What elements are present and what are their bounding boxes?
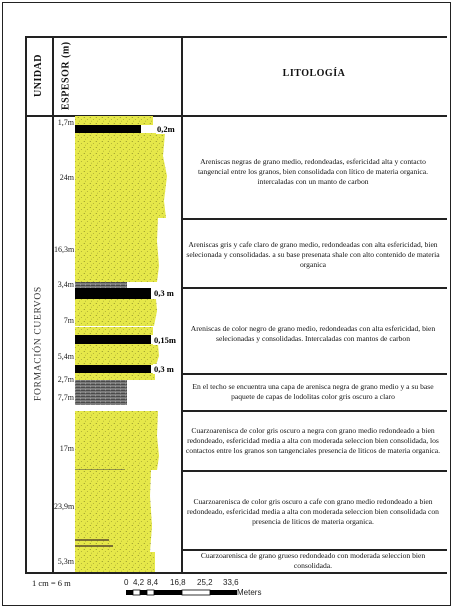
layer-sandstone-5b — [75, 344, 159, 365]
scale-ratio: 1 cm = 6 m — [32, 578, 71, 588]
layer-sandstone-7 — [75, 411, 159, 470]
layer-coal-1 — [75, 125, 141, 133]
scale-tick-label: 8,4 — [147, 578, 159, 587]
layer-sandstone-6 — [75, 373, 155, 380]
divider-lithology — [181, 36, 183, 574]
thickness-label: 1,7m — [57, 118, 74, 127]
layer-coal-3 — [75, 335, 151, 344]
coal-thickness-label: 0,3 m — [154, 288, 174, 298]
thickness-label: 17m — [59, 444, 74, 453]
layer-sandstone-1 — [75, 116, 153, 125]
layer-coal-4 — [75, 365, 151, 373]
thickness-label: 24m — [59, 173, 74, 182]
lithology-description: Cuarzoarenisca de color gris oscuro a cafe con grano medio redondeado a bien redondeado, esfericidad media a alta con moderada seleccion bien consolidada con presencia de liticos de materia organica. — [187, 497, 439, 526]
coal-thickness-label: 0,15m — [154, 335, 176, 345]
desc-separator — [181, 373, 447, 375]
layer-coal-2 — [75, 288, 151, 299]
layer-sandstone-4 — [75, 299, 157, 326]
header-espesor: ESPESOR (m) — [60, 41, 72, 111]
scale-bar — [126, 589, 238, 597]
coal-thickness-label: 0,2m — [157, 124, 175, 134]
thickness-label: 23,9m — [54, 502, 75, 511]
lithology-description: Areniscas gris y cafe claro de grano medio, redondeadas con alta esfericidad, bien selecionada y consolidadas. a su base presenata shale con alto contenido de materia organica — [186, 240, 440, 269]
desc-separator — [181, 218, 447, 220]
thickness-label: 3,4m — [57, 280, 74, 289]
thickness-label: 7m — [63, 316, 74, 325]
scale-unit: Meters — [237, 588, 262, 597]
thickness-label: 2,7m — [57, 375, 74, 384]
scale-tick-label: 25,2 — [197, 578, 213, 587]
lithology-description: En el techo se encuentra una capa de arenisca negra de grano medio y a su base paquete de capas de lodolitas color gris oscuro a claro — [192, 382, 434, 401]
thickness-label: 5,3m — [57, 557, 74, 566]
layer-sandstone-9 — [75, 552, 155, 572]
lithology-description: Cuarzoarenisca de color gris oscuro a negra con grano medio redondeado a bien redondeado, esfericidad media a alta con moderada seleccion bien consolidada, los contactos entre los granos son tangenciales presencia de liticos de materia organica. — [185, 426, 441, 455]
desc-separator — [181, 410, 447, 412]
coal-thickness-label: 0,3 m — [154, 364, 174, 374]
desc-separator — [181, 287, 447, 289]
scale-tick-label: 33,6 — [223, 578, 239, 587]
layer-shale-2 — [75, 380, 127, 405]
header-litologia: LITOLOGÍA — [282, 68, 346, 79]
lithology-description: Cuarzoarenisca de grano grueso redondeado con moderada seleccion bien consolidada. — [200, 551, 426, 570]
layer-sandstone-2 — [75, 133, 167, 218]
scale-tick-label: 16,8 — [170, 578, 186, 587]
header-unidad: UNIDAD — [33, 54, 44, 98]
column-bottom-line — [25, 572, 447, 574]
thickness-label: 16,3m — [54, 245, 75, 254]
unit-name: FORMACIÓN CUERVOS — [33, 286, 44, 402]
scale-tick-label: 0 — [124, 578, 129, 587]
desc-separator — [181, 470, 447, 472]
thickness-label: 7,7m — [57, 393, 74, 402]
lithology-description: Areniscas negras de grano medio, redondeadas, esfericidad alta y contacto tangencial entre los granos, bien consolidada con lítico de materia organica. intercaladas con un manto de carbon — [197, 157, 429, 186]
lithology-description: Areniscas de color negro de grano medio, redondeadas con alta esfericidad, bien selecionadas y consolidadas. Intercaladas con mantos de carbon — [190, 324, 436, 343]
layer-sandstone-5 — [75, 327, 153, 335]
scale-tick-label: 4,2 — [133, 578, 145, 587]
layer-sandstone-4-tip — [137, 314, 149, 320]
layer-sandstone-3 — [75, 218, 159, 282]
thickness-label: 5,4m — [57, 352, 74, 361]
header-top-line — [25, 36, 447, 38]
